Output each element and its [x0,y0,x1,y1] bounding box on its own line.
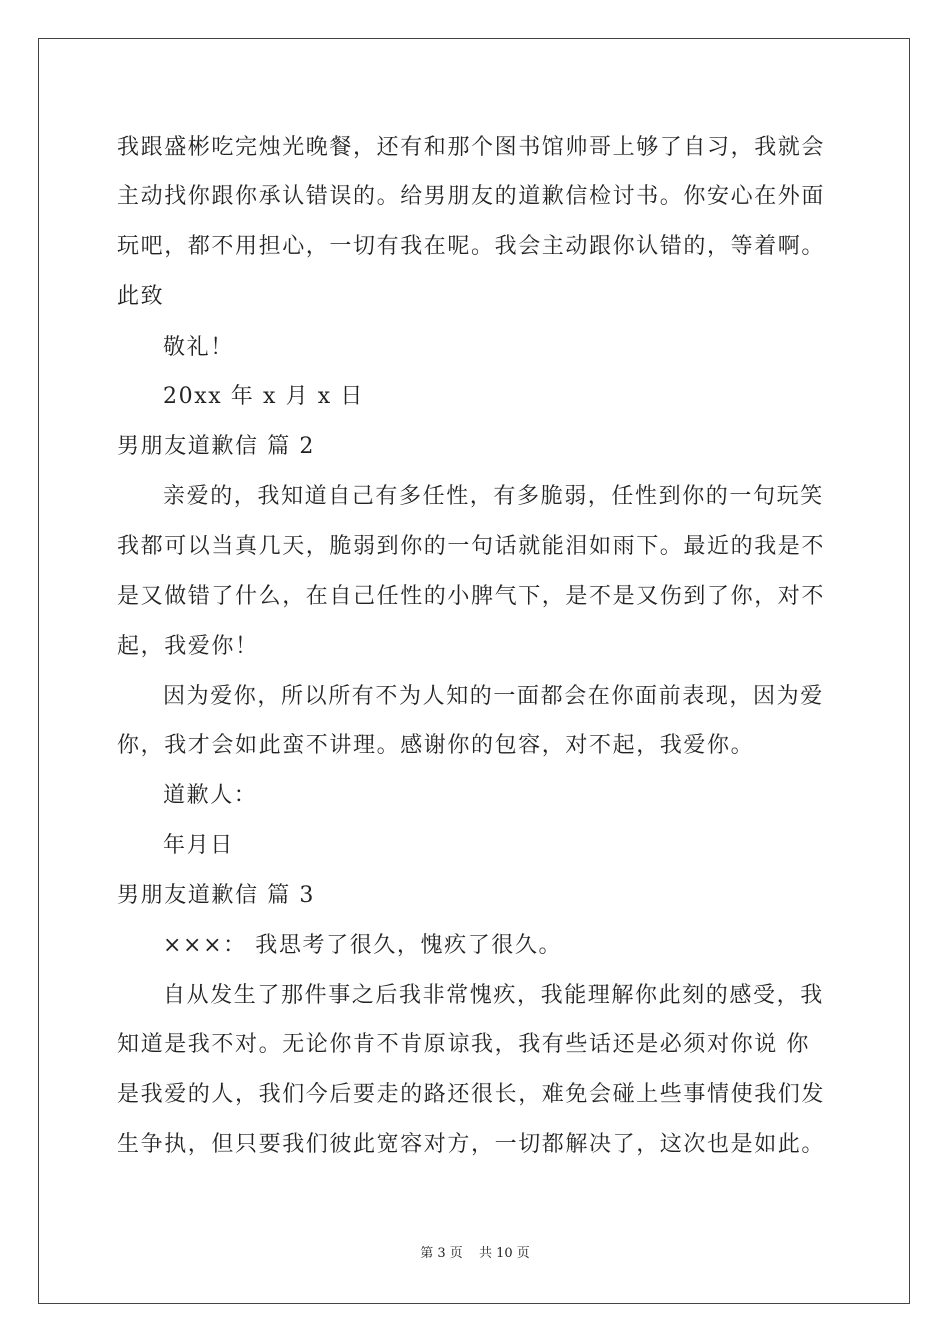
body-line-6: 是又做错了什么，在自己任性的小脾气下，是不是又伤到了你，对不 [117,584,826,609]
body-line-12: 是我爱的人，我们今后要走的路还很长，难免会碰上些事情使我们发 [117,1082,826,1107]
letter-greeting: ×××： 我思考了很久，愧疚了很久。 [163,933,563,958]
closing-salutation: 此致 [117,284,165,309]
body-line-4: 亲爱的，我知道自己有多任性，有多脆弱，任性到你的一句玩笑 [163,484,824,509]
date-line: 20xx 年 x 月 x 日 [163,384,364,409]
body-line-11: 知道是我不对。无论你肯不肯原谅我，我有些话还是必须对你说 你 [117,1032,810,1057]
page-border [38,38,910,1304]
body-line-10: 自从发生了那件事之后我非常愧疚，我能理解你此刻的感受，我 [163,983,824,1008]
signature-line: 道歉人： [163,783,258,808]
signature-date: 年月日 [163,833,234,858]
body-line-8: 因为爱你，所以所有不为人知的一面都会在你面前表现，因为爱 [163,684,824,709]
body-line-7: 起，我爱你！ [117,634,259,659]
body-line-1: 我跟盛彬吃完烛光晚餐，还有和那个图书馆帅哥上够了自习，我就会 [117,135,826,160]
body-line-3: 玩吧，都不用担心，一切有我在呢。我会主动跟你认错的，等着啊。 [117,234,826,259]
body-line-13: 生争执，但只要我们彼此宽容对方，一切都解决了，这次也是如此。 [117,1132,826,1157]
page-number: 第 3 页 [420,1246,463,1261]
body-line-5: 我都可以当真几天，脆弱到你的一句话就能泪如雨下。最近的我是不 [117,534,826,559]
page-total: 共 10 页 [478,1246,530,1261]
closing-regards: 敬礼！ [163,335,234,360]
section-heading-2: 男朋友道歉信 篇 2 [117,434,315,459]
section-heading-3: 男朋友道歉信 篇 3 [117,883,315,908]
body-line-9: 你，我才会如此蛮不讲理。感谢你的包容，对不起，我爱你。 [117,733,755,758]
page-footer [0,1245,950,1263]
body-line-2: 主动找你跟你承认错误的。给男朋友的道歉信检讨书。你安心在外面 [117,184,826,209]
